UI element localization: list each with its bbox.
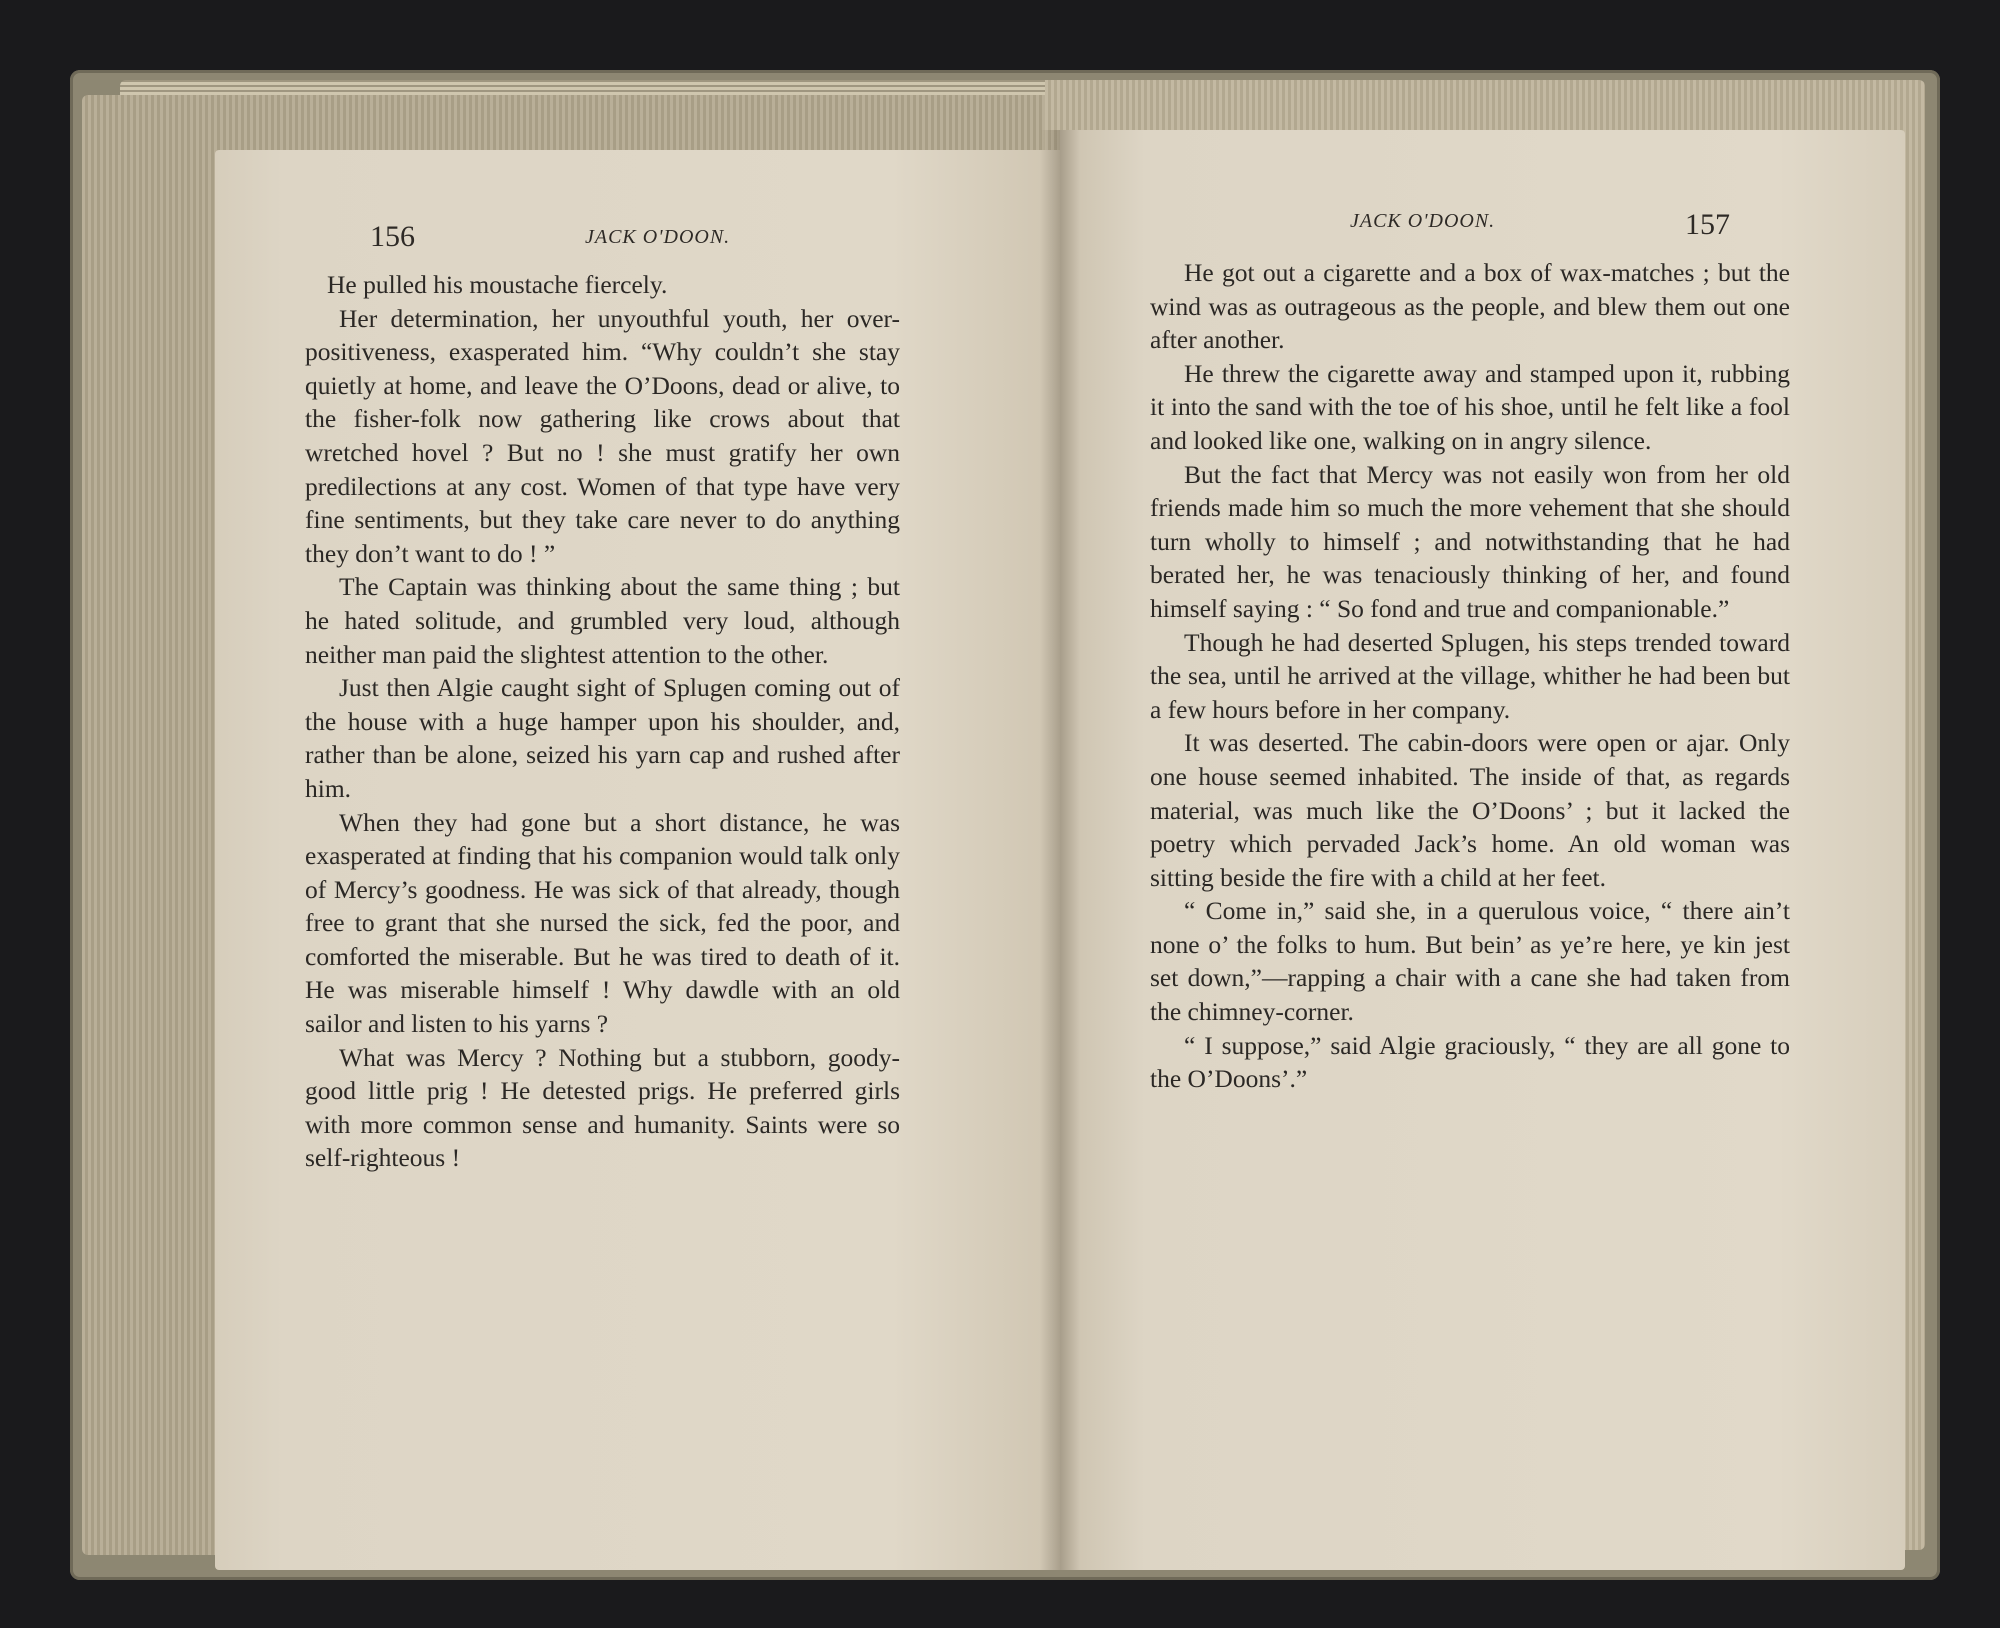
right-page-text [1150, 256, 1790, 1096]
paragraph: Just then Algie caught sight of Splugen coming out of the house with a huge hamper upon his shoulder, and, rather than be alone, seized his yarn cap and rushed after him. [305, 673, 900, 803]
running-head-left: JACK O'DOON. [585, 226, 731, 248]
running-head-right: JACK O'DOON. [1350, 210, 1496, 232]
paragraph: Her determination, her unyouthful youth, her over-positiveness, exasperated him. “Why couldn’t she stay quietly at home, and leave the O’Doons, dead or alive, to the fisher-folk now gathering like crows about that wretched hovel ? But no ! she must gratify her own predilections at any cost. Women of that type have very fine sentiments, but they take care never to do anything they don’t want to do ! ” [305, 303, 900, 568]
left-page-text [305, 268, 900, 1175]
page-number-left: 156 [370, 220, 415, 253]
paragraph: Though he had deserted Splugen, his steps trended toward the sea, until he arrived at the village, whither he had been but a few hours before in her company. [1150, 627, 1790, 724]
right-page [1060, 130, 1905, 1570]
paragraph: He got out a cigarette and a box of wax-matches ; but the wind was as outrageous as the people, and blew them out one after another. [1150, 258, 1790, 355]
paragraph: But the fact that Mercy was not easily won from her old friends made him so much the more vehement that she should turn wholly to himself ; and notwithstanding that he had berated her, he was tenaciously thinking of her, and found himself saying : “ So fond and true and companionable.” [1150, 459, 1790, 623]
paragraph: What was Mercy ? Nothing but a stubborn, goody-good little prig ! He detested prigs. He preferred girls with more common sense and humanity. Saints were so self-righteous ! [305, 1042, 900, 1173]
paragraph: The Captain was thinking about the same thing ; but he hated solitude, and grumbled very loud, although neither man paid the slightest attention to the other. [305, 572, 900, 669]
paragraph: It was deserted. The cabin-doors were open or ajar. Only one house seemed inhabited. The inside of that, as regards material, was much like the O’Doons’ ; but it lacked the poetry which pervaded Jack’s home. An old woman was sitting beside the fire with a child at her feet. [1150, 728, 1790, 892]
left-page [215, 150, 1060, 1570]
page-number-right: 157 [1685, 208, 1730, 241]
paragraph: “ I suppose,” said Algie graciously, “ they are all gone to the O’Doons’.” [1150, 1030, 1790, 1094]
paragraph: He pulled his moustache fiercely. [327, 270, 668, 299]
book-gutter [1040, 130, 1080, 1570]
paragraph: “ Come in,” said she, in a querulous voice, “ there ain’t none o’ the folks to hum. But bein’ as ye’re here, ye kin jest set down,”—rapping a chair with a cane she had taken from the chimney-corner. [1150, 896, 1790, 1027]
paragraph: When they had gone but a short distance, he was exasperated at finding that his companion would talk only of Mercy’s goodness. He was sick of that already, though free to grant that she nursed the sick, fed the poor, and comforted the miserable. But he was tired to death of it. He was miserable himself ! Why dawdle with an old sailor and listen to his yarns ? [305, 807, 900, 1039]
paragraph: He threw the cigarette away and stamped upon it, rubbing it into the sand with the toe of his shoe, until he felt like a fool and looked like one, walking on in angry silence. [1150, 358, 1790, 455]
